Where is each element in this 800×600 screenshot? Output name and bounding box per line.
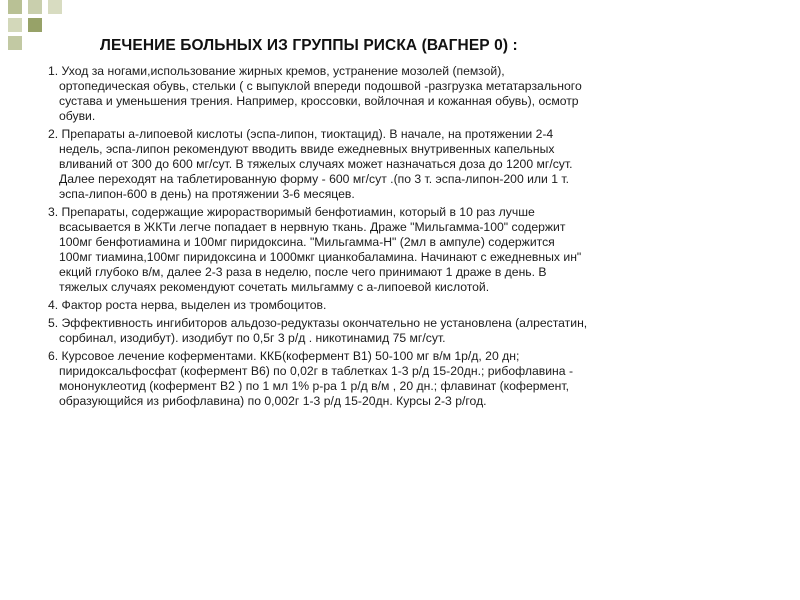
list-item-5 [40, 316, 775, 346]
text-line: обуви. [59, 109, 96, 123]
text-line: вливаний от 300 до 600 мг/сут. В тяжелых случаях может назначаться доза до 1200 мг/сут. [59, 157, 573, 171]
text-line: пиридоксальфосфат (кофермент В6) по 0,02г в таблетках 1-3 р/д 15-20дн.; рибофлавина - [59, 364, 574, 378]
slide-content [40, 64, 775, 412]
deco-square [8, 18, 22, 32]
list-item-3 [40, 205, 775, 295]
text-line: тяжелых случаях рекомендуют сочетать мильгамму с а-липоевой кислотой. [59, 280, 490, 294]
list-item-4 [40, 298, 775, 313]
deco-square [8, 36, 22, 50]
text-line: образующийся из рибофлавина) по 0,002г 1-3 р/д 15-20дн. Курсы 2-3 р/год. [59, 394, 487, 408]
text-line: Далее переходят на таблетированную форму - 600 мг/сут .(по 3 т. эспа-липон-200 или 1 т. [59, 172, 570, 186]
text-line: всасывается в ЖКТи легче попадает в нервную ткань. Драже "Мильгамма-100" содержит [59, 220, 566, 234]
deco-square [28, 0, 42, 14]
text-line: 4. Фактор роста нерва, выделен из тромбоцитов. [48, 298, 327, 312]
list-item-1 [40, 64, 775, 124]
text-line: недель, эспа-липон рекомендуют вводить ввиде ежедневных внутривенных капельных [59, 142, 555, 156]
text-line: эспа-липон-600 в день) на протяжении 3-6 месяцев. [59, 187, 355, 201]
list-item-6 [40, 349, 775, 409]
text-line: 100мг бенфотиамина и 100мг пиридоксина. "Мильгамма-Н" (2мл в ампуле) содержится [59, 235, 555, 249]
text-line: сорбинал, изодибут). изодибут по 0,5г 3 р/д . никотинамид 75 мг/сут. [59, 331, 446, 345]
deco-square [8, 0, 22, 14]
deco-square [48, 0, 62, 14]
text-line: мононуклеотид (кофермент В2 ) по 1 мл 1% р-ра 1 р/д в/м , 20 дн.; флавинат (кофермент, [59, 379, 570, 393]
text-line: 3. Препараты, содержащие жирорастворимый бенфотиамин, который в 10 раз лучше [48, 205, 535, 219]
text-line: 5. Эффективность ингибиторов альдозо-редуктазы окончательно не установлена (алрестатин, [48, 316, 588, 330]
slide-title: ЛЕЧЕНИЕ БОЛЬНЫХ ИЗ ГРУППЫ РИСКА (ВАГНЕР 0) : [100, 37, 518, 54]
text-line: сустава и уменьшения трения. Например, кроссовки, войлочная и кожанная обувь), осмотр [59, 94, 579, 108]
list-item-2 [40, 127, 775, 202]
corner-squares-decoration [0, 0, 70, 55]
text-line: 2. Препараты а-липоевой кислоты (эспа-липон, тиоктацид). В начале, на протяжении 2-4 [48, 127, 554, 141]
deco-square [28, 18, 42, 32]
text-line: екций глубоко в/м, далее 2-3 раза в неделю, после чего принимают 1 драже в день. В [59, 265, 547, 279]
text-line: 100мг тиамина,100мг пиридоксина и 1000мкг цианкобаламина. Начинают с ежедневных ин" [59, 250, 582, 264]
text-line: ортопедическая обувь, стельки ( с выпуклой впереди подошвой -разгрузка метатарзального [59, 79, 582, 93]
text-line: 6. Курсовое лечение коферментами. ККБ(кофермент В1) 50-100 мг в/м 1р/д, 20 дн; [48, 349, 520, 363]
text-line: 1. Уход за ногами,использование жирных кремов, устранение мозолей (пемзой), [48, 64, 505, 78]
